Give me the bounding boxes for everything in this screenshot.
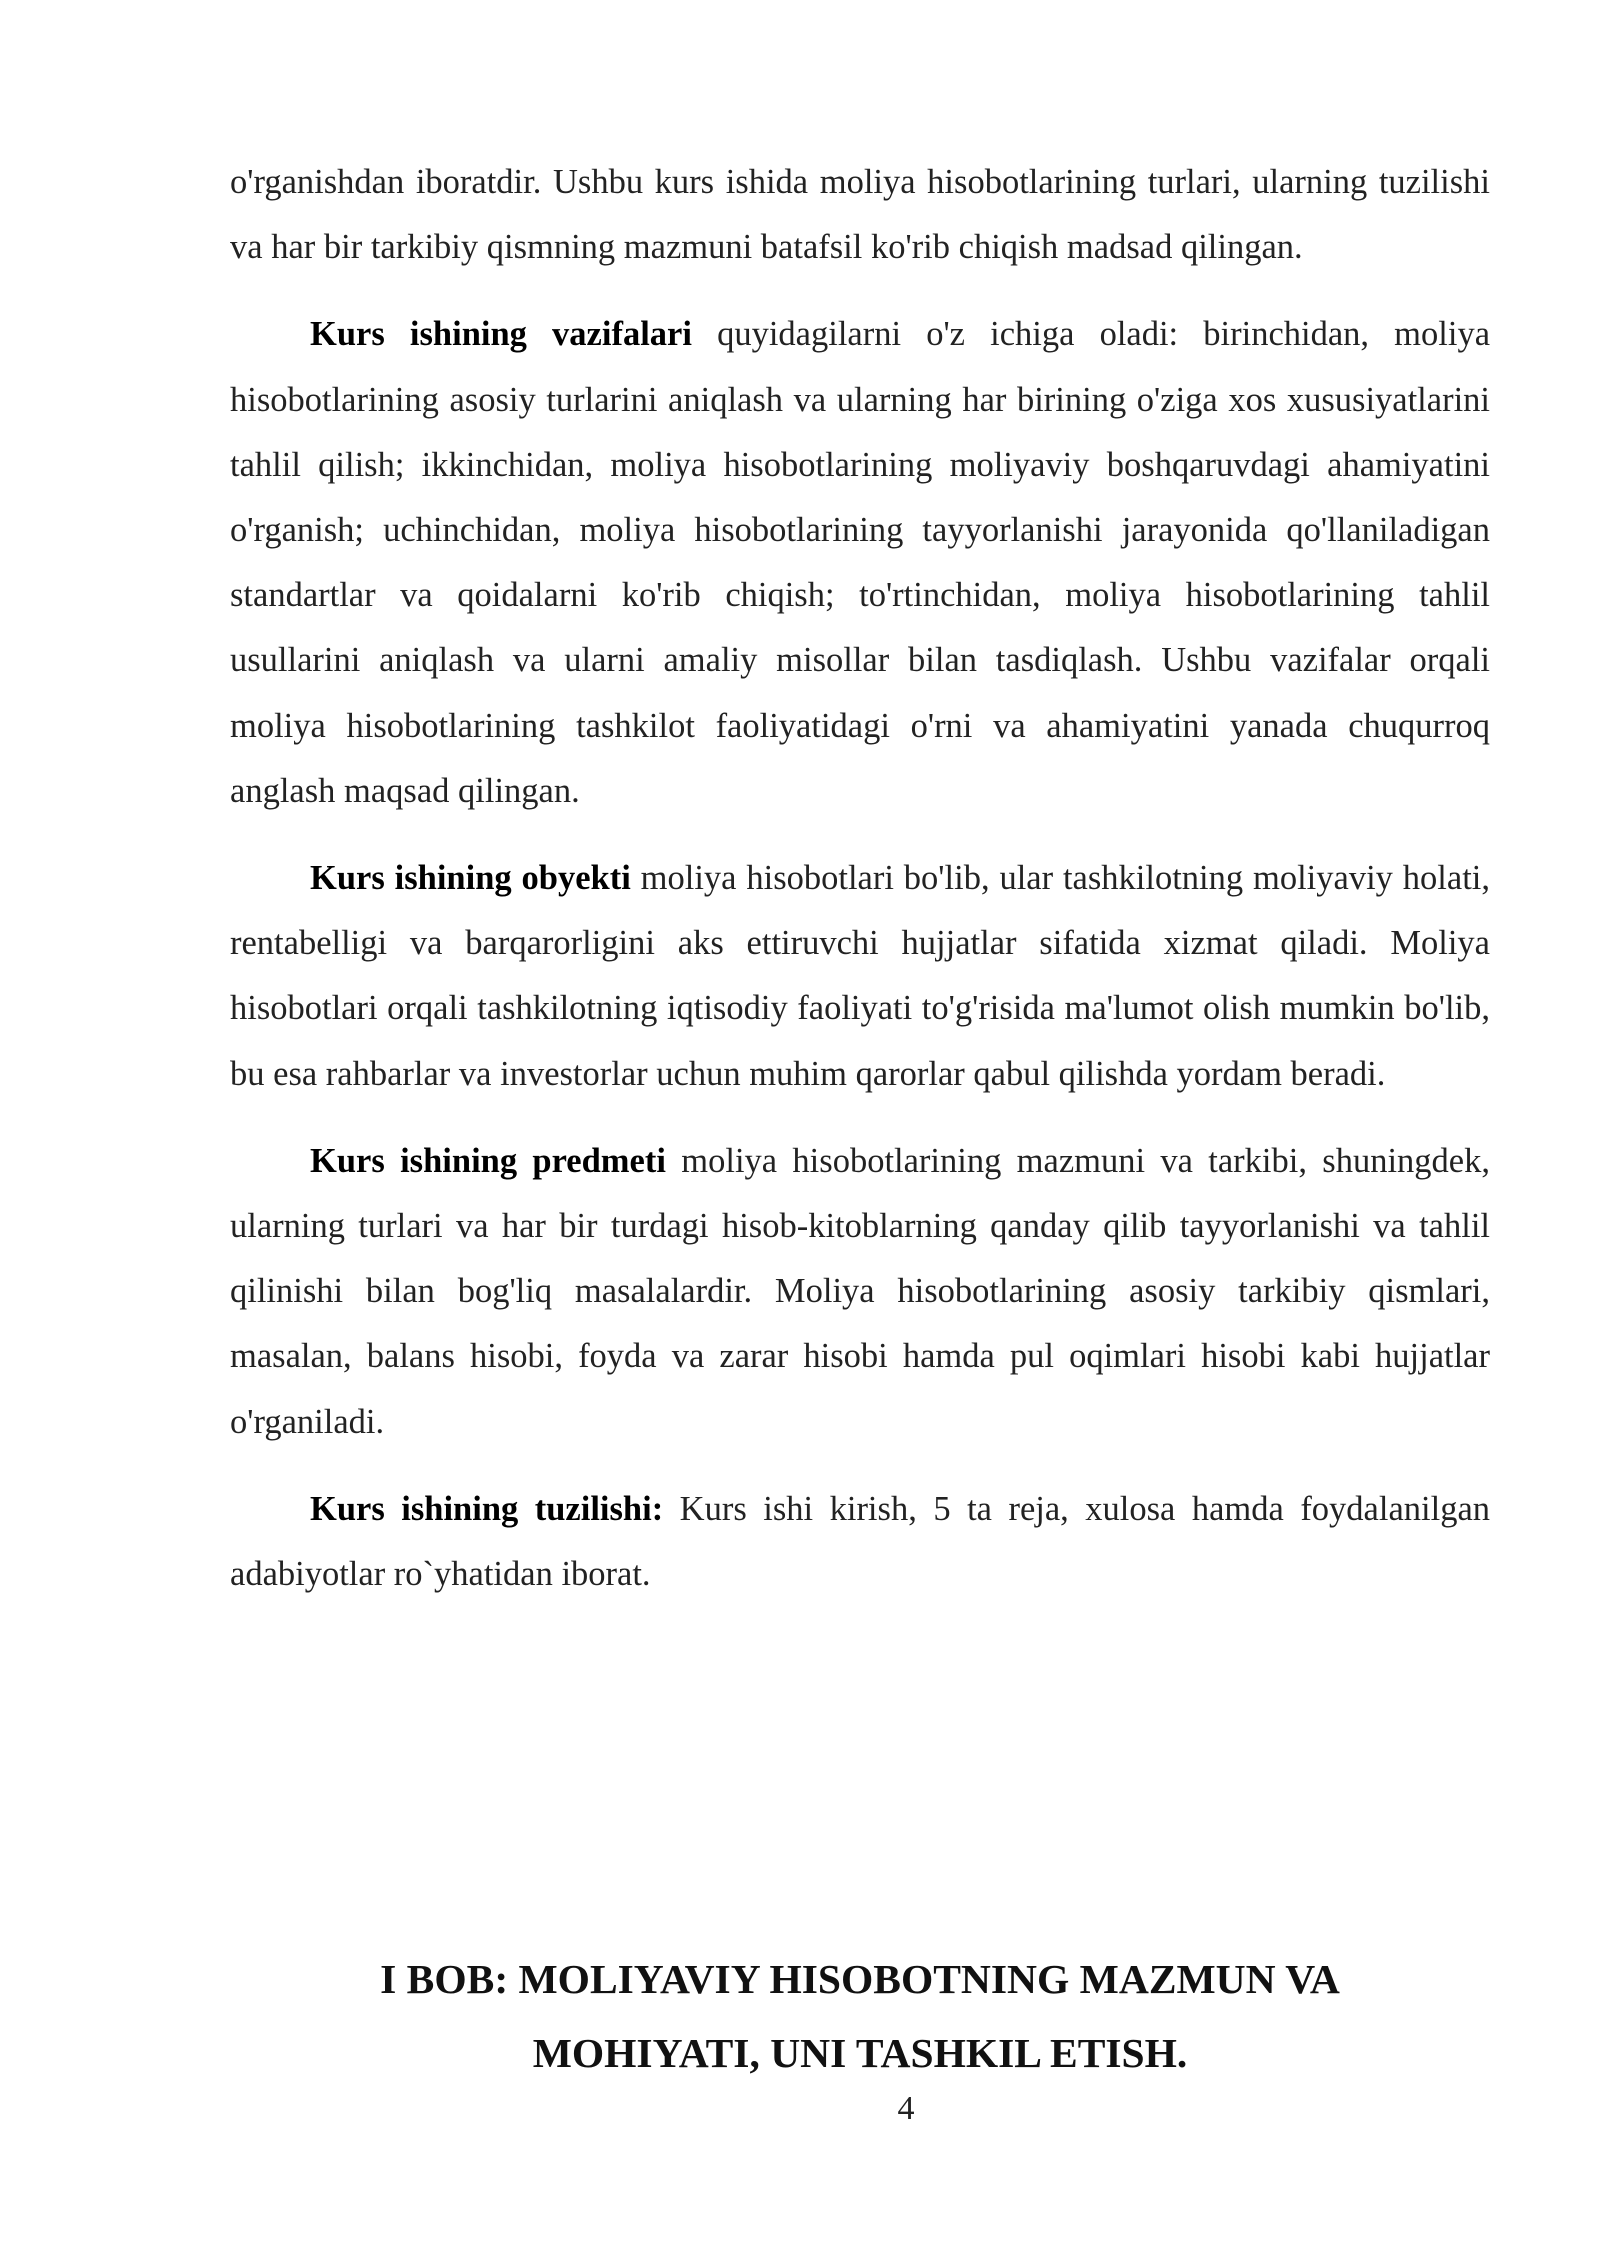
intro-paragraph: [230, 150, 1490, 280]
subject-text: moliya hisobotlarining mazmuni va tarkibi, shuningdek, ularning turlari va har bir turdagi hisob-kitoblarning qanday qilib tayyorlanishi va tahlil qilinishi bilan bog'liq masalalardir. Moliya hisobotlarining asosiy tarkibiy qismlari, masalan, balans hisobi, foyda va zarar hisobi hamda pul oqimlari hisobi kabi hujjatlar o'rganiladi.: [230, 1141, 1490, 1441]
structure-text: Kurs ishi kirish, 5 ta reja, xulosa hamda foydalanilgan adabiyotlar ro`yhatidan iborat.: [230, 1489, 1491, 1594]
page-number: 4: [897, 2090, 915, 2127]
tasks-heading: Kurs ishining vazifalari: [310, 315, 692, 354]
subject-heading: Kurs ishining predmeti: [310, 1141, 666, 1180]
object-text: moliya hisobotlari bo'lib, ular tashkilotning moliyaviy holati, rentabelligi va barqarorligini aks ettiruvchi hujjatlar sifatida xizmat qiladi. Moliya hisobotlari orqali tashkilotning iqtisodiy faoliyati to'g'risida ma'lumot olish mumkin bo'lib, bu esa rahbarlar va investorlar uchun muhim qarorlar qabul qilishda yordam beradi.: [230, 859, 1490, 1093]
subject-paragraph: [230, 1129, 1490, 1455]
tasks-paragraph: [230, 302, 1490, 824]
document-body: [230, 150, 1490, 1607]
chapter-heading: [230, 1942, 1490, 2090]
chapter-heading-line-2: MOHIYATI, UNI TASHKIL ETISH.: [532, 2030, 1188, 2076]
structure-paragraph: [230, 1477, 1490, 1607]
object-heading: Kurs ishining obyekti: [310, 859, 631, 898]
chapter-heading-line-1: I BOB: MOLIYAVIY HISOBOTNING MAZMUN VA: [380, 1956, 1340, 2002]
structure-heading: Kurs ishining tuzilishi:: [310, 1489, 664, 1528]
tasks-text: quyidagilarni o'z ichiga oladi: birinchidan, moliya hisobotlarining asosiy turlarini aniqlash va ularning har birining o'ziga xos xususiyatlarini tahlil qilish; ikkinchidan, moliya hisobotlarining moliyaviy boshqaruvdagi ahamiyatini o'rganish; uchinchidan, moliya hisobotlarining tayyorlanishi jarayonida qo'llaniladigan standartlar va qoidalarni ko'rib chiqish; to'rtinchidan, moliya hisobotlarining tahlil usullarini aniqlash va ularni amaliy misollar bilan tasdiqlash. Ushbu vazifalar orqali moliya hisobotlarining tashkilot faoliyatidagi o'rni va ahamiyatini yanada chuqurroq anglash maqsad qilingan.: [230, 315, 1491, 810]
intro-text: o'rganishdan iboratdir. Ushbu kurs ishida moliya hisobotlarining turlari, ularning tuzilishi va har bir tarkibiy qismning mazmuni batafsil ko'rib chiqish madsad qilingan.: [230, 163, 1490, 267]
object-paragraph: [230, 846, 1490, 1107]
